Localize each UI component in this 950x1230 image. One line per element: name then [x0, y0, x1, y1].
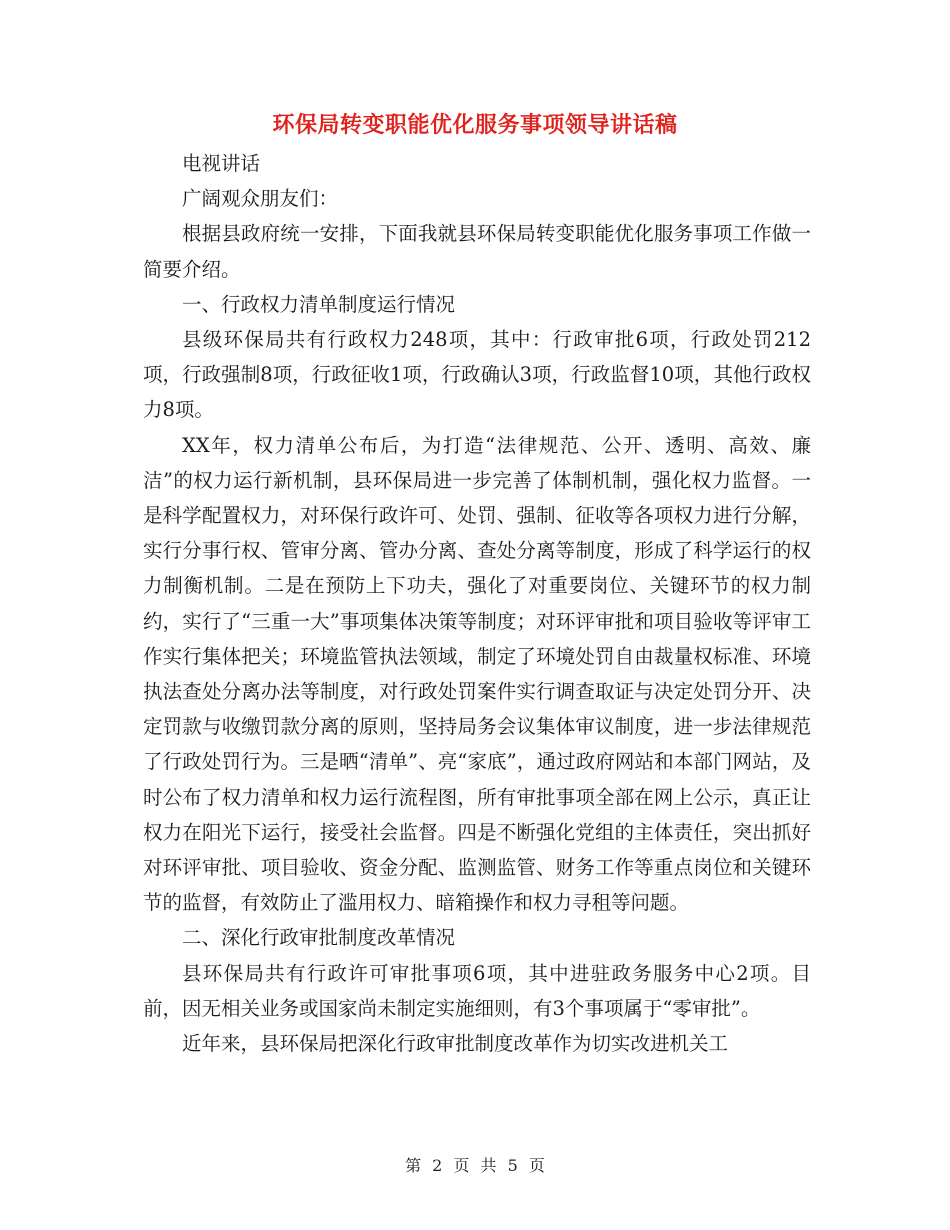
page-footer: 第 2 页 共 5 页 [405, 1156, 545, 1175]
paragraph-intro: 根据县政府统一安排，下面我就县环保局转变职能优化服务事项工作做一简要介绍。 [143, 222, 811, 281]
section-heading-1: 一、行政权力清单制度运行情况 [182, 292, 456, 316]
paragraph-speech-type: 电视讲话 [182, 152, 261, 175]
document-body [143, 146, 811, 1061]
section-heading-2: 二、深化行政审批制度改革情况 [182, 926, 456, 950]
paragraph-power-mechanism: XX年，权力清单公布后，为打造“法律规范、公开、透明、高效、廉洁”的权力运行新机制，县环保局进一步完善了体制机制，强化权力监督。一是科学配置权力，对环保行政许可、处罚、强制、征收等各项权力进行分解，实行分事行权、管审分离、管办分离、查处分离等制度，形成了科学运行的权力制衡机制。二是在预防上下功夫，强化了对重要岗位、关键环节的权力制约，实行了“三重一大”事项集体决策等制度；对环评审批和项目验收等评审工作实行集体把关；环境监管执法领域，制定了环境处罚自由裁量权标准、环境执法查处分离办法等制度，对行政处罚案件实行调查取证与决定处罚分开、决定罚款与收缴罚款分离的原则，坚持局务会议集体审议制度，进一步法律规范了行政处罚行为。三是晒“清单”、亮“家底”，通过政府网站和本部门网站，及时公布了权力清单和权力运行流程图，所有审批事项全部在网上公示，真正让权力在阳光下运行，接受社会监督。四是不断强化党组的主体责任，突出抓好对环评审批、项目验收、资金分配、监测监管、财务工作等重点岗位和关键环节的监督，有效防止了滥用权力、暗箱操作和权力寻租等问题。 [143, 433, 811, 915]
paragraph-greeting: 广阔观众朋友们： [182, 187, 339, 211]
document-title: 环保局转变职能优化服务事项领导讲话稿 [272, 112, 678, 138]
paragraph-reform: 近年来，县环保局把深化行政审批制度改革作为切实改进机关工 [182, 1032, 729, 1056]
paragraph-power-count: 县级环保局共有行政权力248项，其中：行政审批6项，行政处罚212项，行政强制8项，行政征收1项，行政确认3项，行政监督10项，其他行政权力8项。 [143, 328, 811, 422]
paragraph-approval-items: 县环保局共有行政许可审批事项6项，其中进驻政务服务中心2项。目前，因无相关业务或国家尚未制定实施细则，有3个事项属于“零审批”。 [143, 961, 811, 1020]
